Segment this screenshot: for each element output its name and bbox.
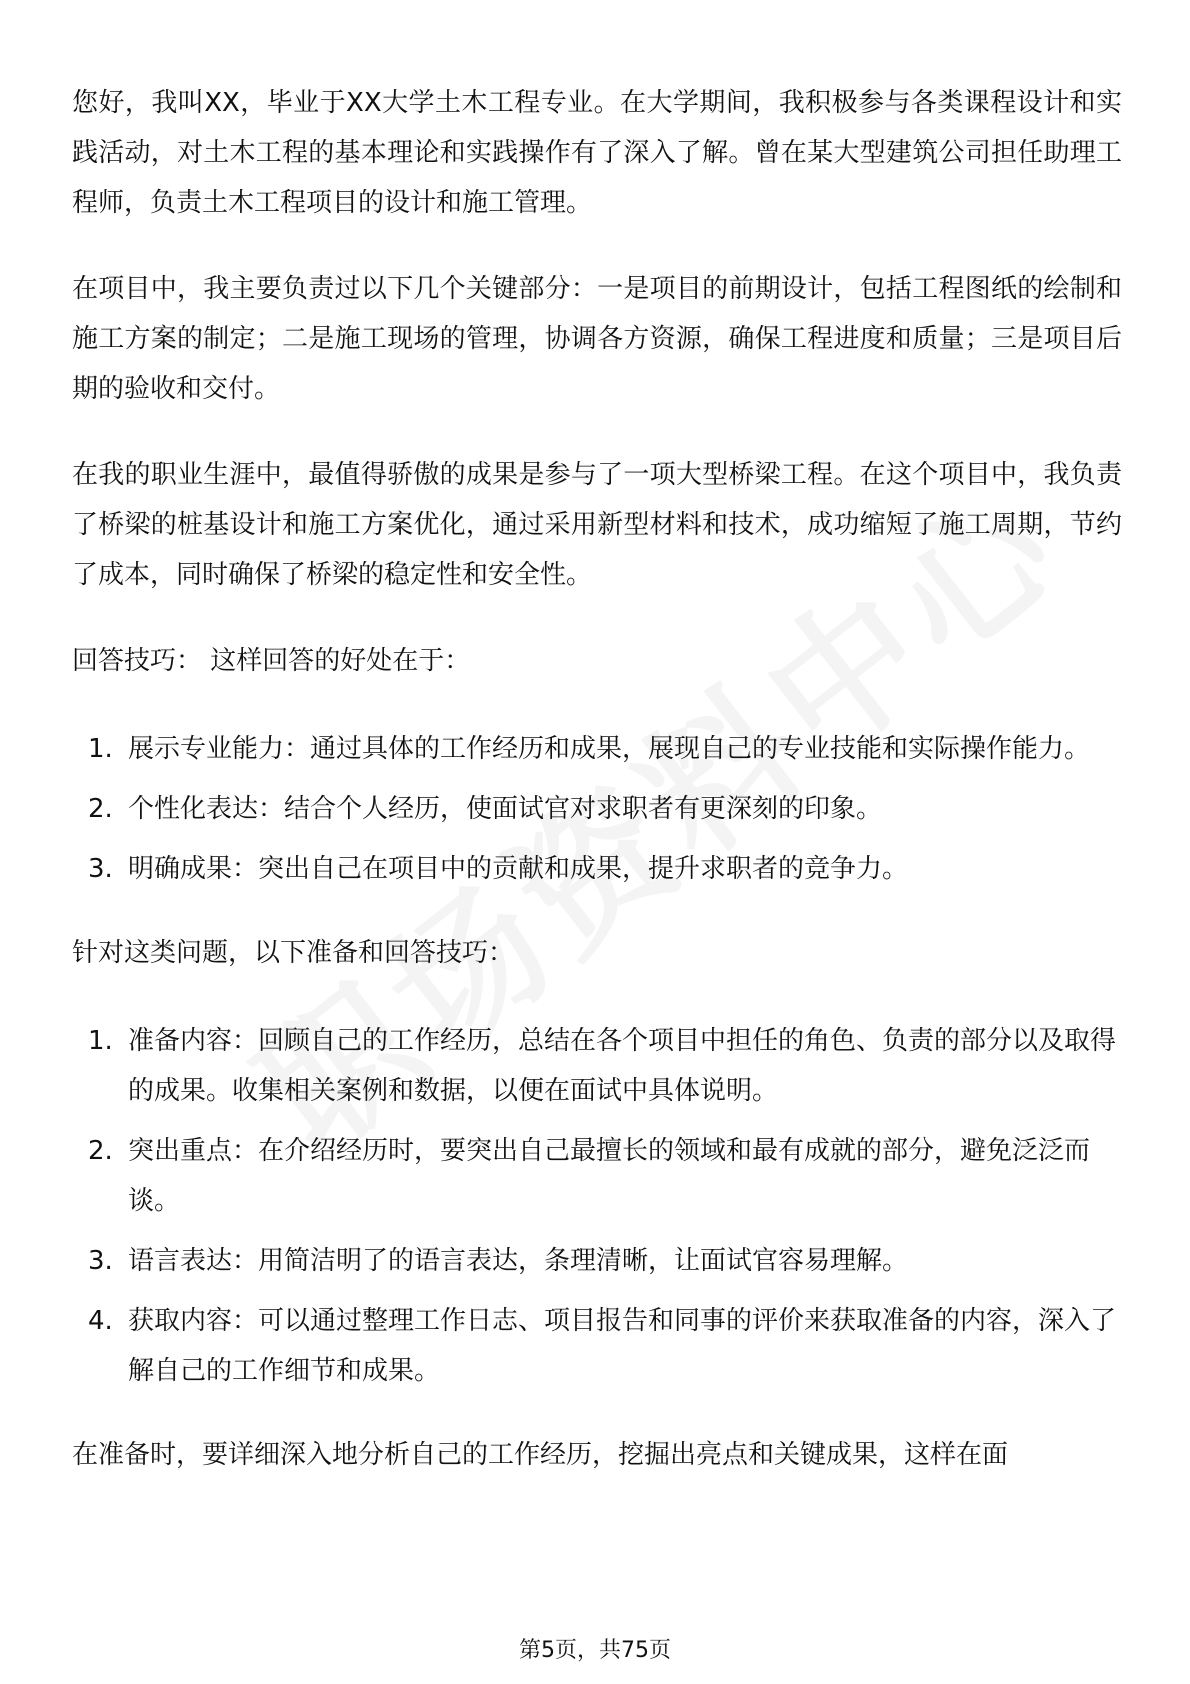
list-item bbox=[72, 1296, 1122, 1396]
closing-paragraph: 在准备时，要详细深入地分析自己的工作经历，挖掘出亮点和关键成果，这样在面 bbox=[72, 1440, 1009, 1470]
responsibility-paragraph: 在项目中，我主要负责过以下几个关键部分：一是项目的前期设计，包括工程图纸的绘制和施工方案的制定；二是施工现场的管理，协调各方资源，确保工程进度和质量；三是项目后期的验收和交付。 bbox=[72, 274, 1122, 404]
prep-heading: 针对这类问题，以下准备和回答技巧： bbox=[72, 938, 515, 968]
list-text: 语言表达：用简洁明了的语言表达，条理清晰，让面试官容易理解。 bbox=[128, 1246, 909, 1276]
list-item bbox=[72, 844, 1122, 894]
list-text: 明确成果：突出自己在项目中的贡献和成果，提升求职者的竞争力。 bbox=[128, 854, 909, 884]
list-item bbox=[72, 1016, 1122, 1116]
list-text: 展示专业能力：通过具体的工作经历和成果，展现自己的专业技能和实际操作能力。 bbox=[128, 734, 1091, 764]
list-number: 2. bbox=[88, 794, 113, 824]
list-text: 个性化表达：结合个人经历，使面试官对求职者有更深刻的印象。 bbox=[128, 794, 883, 824]
prep-list bbox=[72, 1016, 1122, 1396]
list-number: 1. bbox=[88, 1026, 113, 1056]
list-number: 3. bbox=[88, 1246, 113, 1276]
list-item bbox=[72, 1236, 1122, 1286]
list-item bbox=[72, 1126, 1122, 1226]
achievement-paragraph: 在我的职业生涯中，最值得骄傲的成果是参与了一项大型桥梁工程。在这个项目中，我负责了桥梁的桩基设计和施工方案优化，通过采用新型材料和技术，成功缩短了施工周期，节约了成本，同时确保了桥梁的稳定性和安全性。 bbox=[72, 460, 1122, 590]
list-text: 准备内容：回顾自己的工作经历，总结在各个项目中担任的角色、负责的部分以及取得的成果。收集相关案例和数据，以便在面试中具体说明。 bbox=[128, 1026, 1117, 1106]
tips-heading: 回答技巧： 这样回答的好处在于： bbox=[72, 646, 471, 676]
list-text: 突出重点：在介绍经历时，要突出自己最擅长的领域和最有成就的部分，避免泛泛而谈。 bbox=[128, 1136, 1091, 1216]
intro-paragraph: 您好，我叫XX，毕业于XX大学土木工程专业。在大学期间，我积极参与各类课程设计和实践活动，对土木工程的基本理论和实践操作有了深入了解。曾在某大型建筑公司担任助理工程师，负责土木工程项目的设计和施工管理。 bbox=[72, 88, 1122, 218]
list-item bbox=[72, 724, 1122, 774]
list-number: 2. bbox=[88, 1136, 113, 1166]
page-content bbox=[72, 78, 1122, 1516]
list-number: 3. bbox=[88, 854, 113, 884]
list-text: 获取内容：可以通过整理工作日志、项目报告和同事的评价来获取准备的内容，深入了解自己的工作细节和成果。 bbox=[128, 1306, 1117, 1386]
page-number: 第5页，共75页 bbox=[519, 1638, 671, 1663]
list-number: 1. bbox=[88, 734, 113, 764]
tips-list bbox=[72, 724, 1122, 894]
list-item bbox=[72, 784, 1122, 834]
list-number: 4. bbox=[88, 1306, 113, 1336]
